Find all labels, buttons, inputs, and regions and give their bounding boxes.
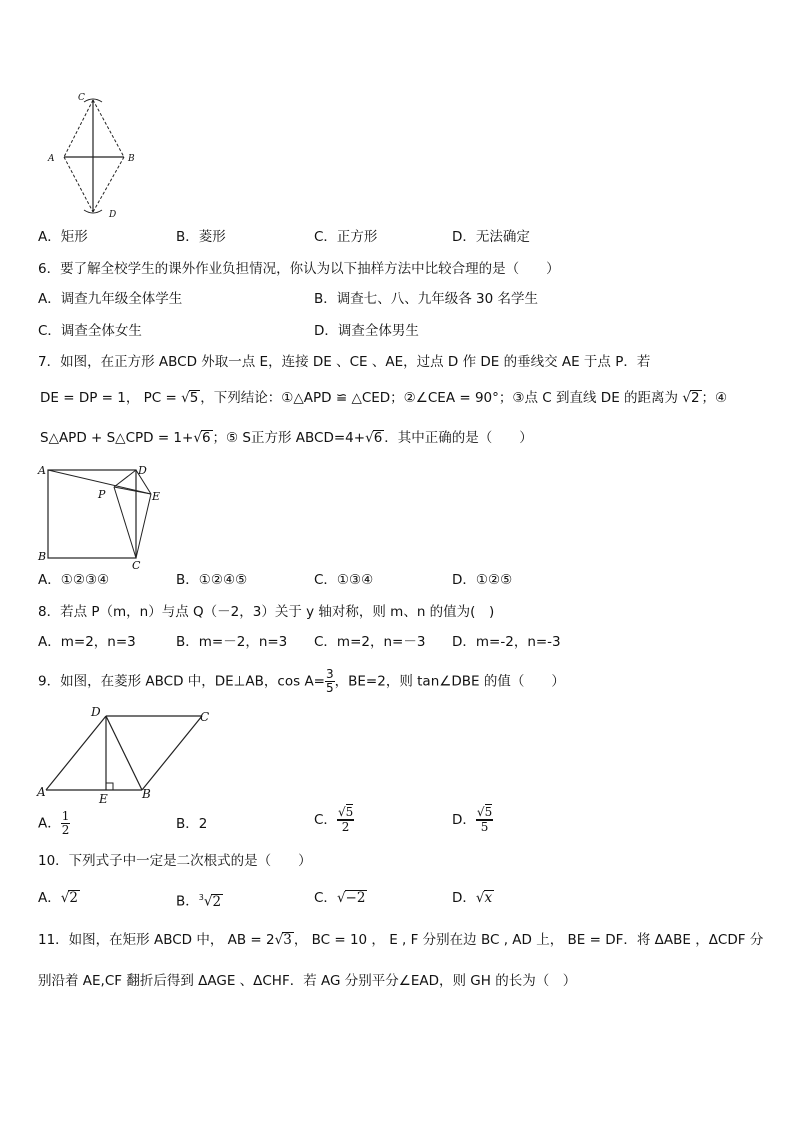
q10-option-c: C．√−2 [314, 890, 366, 906]
q7-line3: S△APD + S△CPD = 1+√6 ；⑤ S正方形 ABCD=4+√6 ．其中正确的是（ ） [40, 430, 533, 446]
q7-sqrt6: 6 [201, 430, 211, 446]
q6-option-a: A．调查九年级全体学生 [38, 291, 183, 307]
q11-line2: 别沿着 AE,CF 翻折后得到 ΔAGE 、ΔCHF．若 AG 分别平分∠EAD，则 GH 的长为（ ） [38, 973, 577, 989]
q7-line3-a: S△APD + S△CPD = 1+ [40, 430, 194, 446]
q9-label-b: B [142, 787, 151, 801]
q7-label-e: E [152, 490, 161, 503]
q5-label-c: C [78, 93, 85, 103]
q7-line2-c: ；④ [701, 390, 728, 406]
q7-label-p: P [98, 488, 106, 501]
q9-stem-b: ，BE=2，则 tan∠DBE 的值（ ） [334, 673, 565, 690]
q5-label-d: D [109, 210, 117, 220]
q9-stem [38, 668, 565, 695]
q9-option-b: B．2 [176, 816, 208, 832]
q7-label-a: A [38, 464, 46, 477]
q7-option-c: C．①③④ [314, 572, 374, 588]
q8-option-d: D．m=-2，n=-3 [452, 634, 561, 650]
q5-option-b: B．菱形 [176, 229, 226, 245]
q8-option-b: B．m=－2，n=3 [176, 634, 288, 650]
q7-sqrt2: 2 [690, 390, 700, 406]
q5-label-a: A [48, 154, 55, 164]
q5-option-a: A．矩形 [38, 229, 88, 245]
q10-option-d: D．√x [452, 890, 493, 906]
q11-line1: 11．如图，在矩形 ABCD 中， AB = 2√3 ， BC = 10 ， E , F 分别在边 BC , AD 上， BE = DF．将 ΔABE ，ΔCDF 分 [38, 932, 764, 948]
q10-option-b: B．$^3$√2 [176, 893, 222, 910]
q9-cos-fraction: $\frac{3}{5}$ [326, 667, 334, 695]
q7-figure [36, 460, 166, 570]
q9-label-d: D [91, 705, 101, 719]
q7-line2-b: ，下列结论：①△APD ≌ △CED；②∠CEA = 90°；③点 C 到直线 DE 的距离为 [200, 390, 679, 406]
q9-option-a: A． $\frac{1}{2}$ [38, 809, 70, 837]
q7-label-d: D [138, 464, 147, 477]
q7-option-a: A．①②③④ [38, 572, 110, 588]
q7-line3-c: ．其中正确的是（ ） [384, 430, 533, 446]
q5-option-d: D．无法确定 [452, 229, 530, 245]
q8-stem: 8．若点 P（m，n）与点 Q（－2，3）关于 y 轴对称，则 m、n 的值为( ) [38, 604, 495, 620]
q5-figure [40, 88, 150, 220]
q6-option-d: D．调查全体男生 [314, 323, 419, 339]
q6-option-c: C．调查全体女生 [38, 323, 142, 339]
q7-line3-b: ；⑤ S正方形 ABCD=4+ [212, 430, 366, 446]
q9-label-c: C [200, 710, 210, 724]
q9-option-d: D． $\frac{√5}{5}$ [452, 805, 493, 834]
q10-option-a: A．√2 [38, 890, 78, 906]
q7-option-d: D．①②⑤ [452, 572, 513, 588]
q6-option-b: B．调查七、八、九年级各 30 名学生 [314, 291, 539, 307]
q6-stem: 6．要了解全校学生的课外作业负担情况，你认为以下抽样方法中比较合理的是（ ） [38, 261, 560, 277]
q7-line1: 7．如图，在正方形 ABCD 外取一点 E，连接 DE 、CE 、AE，过点 D 作 DE 的垂线交 AE 于点 P．若 [38, 354, 651, 370]
q9-option-c: C． $\frac{√5}{2}$ [314, 805, 354, 834]
q8-option-a: A．m=2，n=3 [38, 634, 136, 650]
q7-line2: DE = DP = 1， PC = √5 ，下列结论：①△APD ≌ △CED；②∠CEA = 90°；③点 C 到直线 DE 的距离为 √2 ；④ [40, 390, 728, 406]
q7-option-b: B．①②④⑤ [176, 572, 248, 588]
q7-sqrt6b: 6 [373, 430, 383, 446]
q7-label-b: B [38, 550, 47, 563]
q7-line2-a: DE = DP = 1， PC = [40, 390, 182, 406]
q7-sqrt5: 5 [189, 390, 199, 406]
q9-label-a: A [37, 785, 46, 799]
q9-figure [36, 704, 216, 806]
q7-label-c: C [132, 559, 141, 570]
q5-option-c: C．正方形 [314, 229, 378, 245]
q10-stem: 10．下列式子中一定是二次根式的是（ ） [38, 853, 312, 869]
q5-label-b: B [128, 154, 135, 164]
q8-option-c: C．m=2，n=－3 [314, 634, 426, 650]
q9-stem-a: 9．如图，在菱形 ABCD 中，DE⊥AB，cos A= [38, 673, 325, 690]
q9-label-e: E [99, 792, 108, 806]
